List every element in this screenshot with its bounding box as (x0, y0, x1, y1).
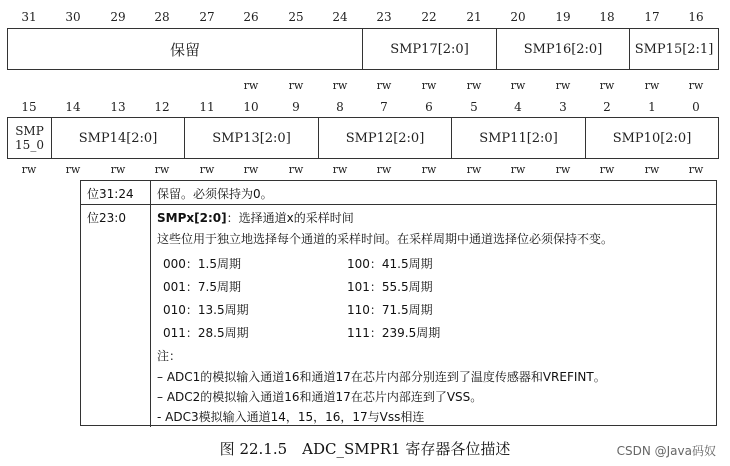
bit-number: 31 (21, 10, 37, 24)
access-label: rw (288, 79, 304, 92)
access-label: rw (243, 163, 259, 176)
field-smp14: SMP14[2:0] (52, 118, 185, 158)
access-label: rw (599, 163, 615, 176)
bit-number: 22 (421, 10, 437, 24)
bit-number: 10 (243, 100, 259, 114)
field-smp13: SMP13[2:0] (185, 118, 319, 158)
access-label: rw (332, 79, 348, 92)
access-label: rw (644, 163, 660, 176)
bit-number: 5 (470, 100, 478, 114)
option-right: 100：41.5周期 (347, 257, 433, 271)
desc-title-rest: ：选择通道x的采样时间 (226, 211, 354, 225)
access-label: rw (555, 79, 571, 92)
access-label: rw (688, 79, 704, 92)
note-line: – ADC2的模拟输入通道16和通道17在芯片内部连到了VSS。 (157, 390, 483, 404)
access-label: rw (510, 79, 526, 92)
bit-number: 30 (65, 10, 81, 24)
field-reserved: 保留 (8, 29, 363, 69)
option-left: 010：13.5周期 (163, 303, 249, 317)
access-label: rw (154, 163, 170, 176)
access-label: rw (421, 163, 437, 176)
field-smp17: SMP17[2:0] (363, 29, 497, 69)
desc-row-reserved (81, 181, 716, 205)
bit-number: 24 (332, 10, 348, 24)
note-line: - ADC3模拟输入通道14，15，16，17与Vss相连 (157, 410, 425, 424)
bit-number: 2 (603, 100, 611, 114)
bit-number: 14 (65, 100, 81, 114)
access-label: rw (199, 163, 215, 176)
access-label: rw (555, 163, 571, 176)
bit-number: 8 (336, 100, 344, 114)
bit-number: 23 (376, 10, 392, 24)
option-right: 101：55.5周期 (347, 280, 433, 294)
access-label: rw (243, 79, 259, 92)
bit-number: 7 (380, 100, 388, 114)
register-low-half (7, 117, 719, 159)
bit-number: 29 (110, 10, 126, 24)
bit-number: 11 (199, 100, 215, 114)
bit-number: 25 (288, 10, 304, 24)
note-title: 注： (157, 349, 182, 363)
desc-title-bold: SMPx[2:0] (157, 211, 227, 225)
access-label: rw (110, 163, 126, 176)
access-label: rw (421, 79, 437, 92)
bit-number: 13 (110, 100, 126, 114)
bit-number: 9 (292, 100, 300, 114)
bit-number: 19 (555, 10, 571, 24)
field-smp15-high: SMP15[2:1] (634, 41, 714, 57)
access-label: rw (332, 163, 348, 176)
desc-row-smp (81, 205, 716, 427)
access-label: rw (688, 163, 704, 176)
access-label: rw (466, 163, 482, 176)
desc-title (157, 209, 354, 226)
bit-number: 28 (154, 10, 170, 24)
bit-number: 6 (425, 100, 433, 114)
field-smp11: SMP11[2:0] (452, 118, 586, 158)
desc-body (151, 205, 716, 427)
note-line: – ADC1的模拟输入通道16和通道17在芯片内部分别连到了温度传感器和VREFINT。 (157, 370, 606, 384)
register-high-half (7, 28, 719, 70)
access-label: rw (65, 163, 81, 176)
bit-number: 1 (648, 100, 656, 114)
option-left: 011：28.5周期 (163, 326, 249, 340)
option-left: 001：7.5周期 (163, 280, 241, 294)
option-right: 110：71.5周期 (347, 303, 433, 317)
bit-number: 18 (599, 10, 615, 24)
access-label: rw (288, 163, 304, 176)
desc-text: 保留。必须保持为0。 (157, 187, 273, 201)
access-label: rw (376, 79, 392, 92)
field-smp12: SMP12[2:0] (319, 118, 452, 158)
desc-bit-range: 位31:24 (81, 181, 151, 204)
bit-number: 27 (199, 10, 215, 24)
option-left: 000：1.5周期 (163, 257, 241, 271)
bit-number: 3 (559, 100, 567, 114)
desc-bit-range: 位23:0 (81, 205, 151, 427)
bit-number: 12 (154, 100, 170, 114)
bit-number: 20 (510, 10, 526, 24)
watermark: CSDN @Java码奴 (616, 444, 716, 458)
field-smp16: SMP16[2:0] (497, 29, 630, 69)
bit-number: 16 (688, 10, 704, 24)
figure-caption: 图 22.1.5 ADC_SMPR1 寄存器各位描述 (219, 440, 511, 458)
bit-number: 15 (21, 100, 37, 114)
bit-number: 26 (243, 10, 259, 24)
bit-number: 0 (692, 100, 700, 114)
field-smp10: SMP10[2:0] (612, 130, 692, 146)
bit-number: 21 (466, 10, 482, 24)
access-label: rw (644, 79, 660, 92)
desc-intro: 这些位用于独立地选择每个通道的采样时间。在采样周期中通道选择位必须保持不变。 (157, 232, 614, 246)
bit-number: 17 (644, 10, 660, 24)
field-smp15-low: SMP 15_0 (8, 118, 52, 158)
bit-description-table (80, 180, 717, 426)
option-right: 111：239.5周期 (347, 326, 441, 340)
access-label: rw (376, 163, 392, 176)
access-label: rw (599, 79, 615, 92)
access-label: rw (21, 163, 37, 176)
access-label: rw (510, 163, 526, 176)
access-label: rw (466, 79, 482, 92)
bit-number: 4 (514, 100, 522, 114)
